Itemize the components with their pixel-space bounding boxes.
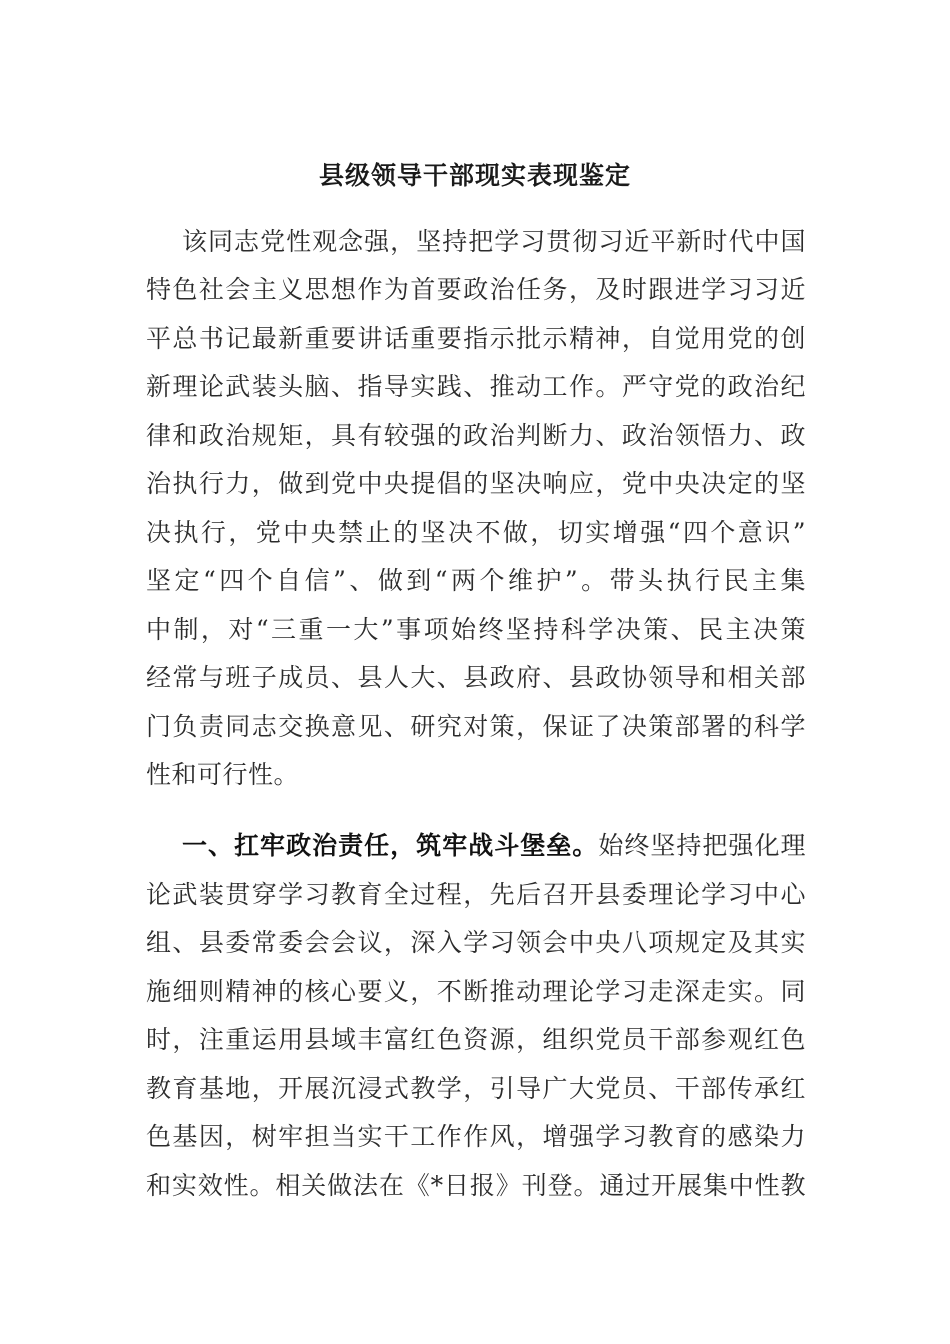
paragraph-line: 治执行力，做到党中央提倡的坚决响应，党中央决定的坚 (146, 469, 806, 498)
section-heading-line (182, 826, 806, 866)
paragraph-line: 论武装贯穿学习教育全过程，先后召开县委理论学习中心 (146, 880, 806, 909)
paragraph-line: 新理论武装头脑、指导实践、推动工作。严守党的政治纪 (146, 372, 806, 401)
paragraph-line: 门负责同志交换意见、研究对策，保证了决策部署的科学 (146, 712, 806, 741)
paragraph-line: 时，注重运用县域丰富红色资源，组织党员干部参观红色 (146, 1025, 806, 1054)
section-heading: 一、扛牢政治责任，筑牢战斗堡垒。 (182, 831, 599, 860)
paragraph-line: 和实效性。相关做法在《*日报》刊登。通过开展集中性教 (146, 1171, 806, 1200)
paragraph-line: 中制，对“三重一大”事项始终坚持科学决策、民主决策 (146, 615, 806, 644)
paragraph-line: 色基因，树牢担当实干工作作风，增强学习教育的感染力 (146, 1122, 806, 1151)
document-title: 县级领导干部现实表现鉴定 (318, 161, 631, 190)
paragraph-line: 平总书记最新重要讲话重要指示批示精神，自觉用党的创 (146, 324, 806, 353)
paragraph-line: 律和政治规矩，具有较强的政治判断力、政治领悟力、政 (146, 421, 806, 450)
paragraph-line: 坚定“四个自信”、做到“两个维护”。带头执行民主集 (146, 566, 806, 595)
paragraph-line: 性和可行性。 (146, 760, 300, 789)
paragraph-line: 教育基地，开展沉浸式教学，引导广大党员、干部传承红 (146, 1074, 806, 1103)
paragraph-line: 特色社会主义思想作为首要政治任务，及时跟进学习习近 (146, 275, 806, 304)
paragraph-line: 决执行，党中央禁止的坚决不做，切实增强“四个意识” (146, 518, 806, 547)
paragraph-line: 施细则精神的核心要义，不断推动理论学习走深走实。同 (146, 977, 806, 1006)
paragraph-line: 组、县委常委会会议，深入学习领会中央八项规定及其实 (146, 928, 806, 957)
paragraph-line: 经常与班子成员、县人大、县政府、县政协领导和相关部 (146, 663, 806, 692)
paragraph-line: 该同志党性观念强，坚持把学习贯彻习近平新时代中国 (182, 227, 806, 256)
section-heading-rest: 始终坚持把强化理 (598, 831, 806, 860)
